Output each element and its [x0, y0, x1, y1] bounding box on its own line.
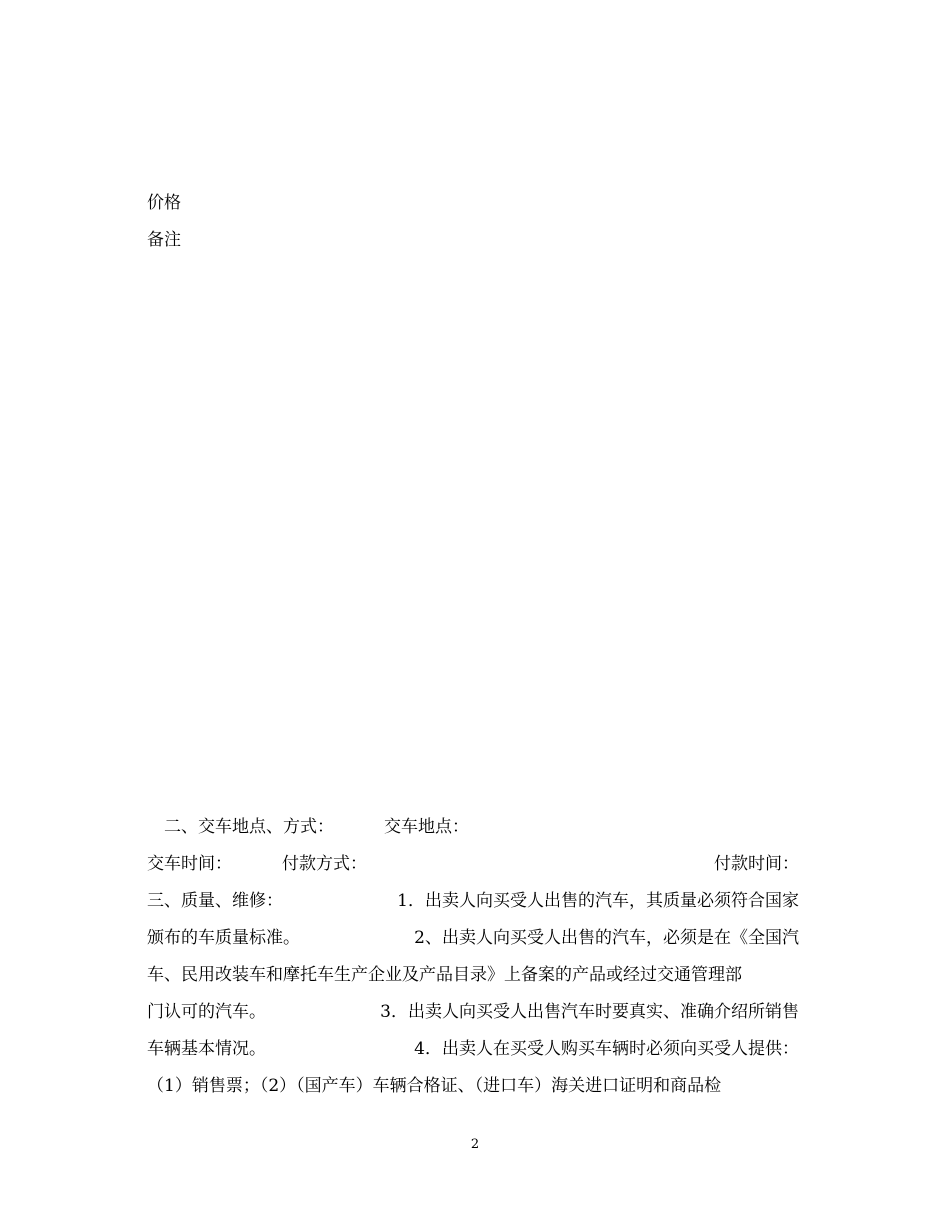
delivery-time-line [147, 846, 799, 883]
page-number: 2 [470, 1137, 480, 1152]
delivery-place-label: 交车地点： [384, 817, 469, 837]
remark-label: 备注 [147, 230, 181, 250]
delivery-time-label: 交车时间： [147, 854, 232, 874]
quality-line-4 [147, 994, 799, 1031]
quality-clause-2a: 2、出卖人向买受人出售的汽车，必须是在《全国汽 [414, 928, 799, 948]
quality-line-5 [147, 1031, 799, 1068]
payment-method-label: 付款方式： [282, 854, 367, 874]
quality-clause-4b: （1）销售票；（2）（国产车）车辆合格证、（进口车）海关进口证明和商品检 [147, 1076, 722, 1096]
quality-line-1 [147, 883, 799, 920]
payment-time-label: 付款时间： [714, 854, 799, 874]
quality-line-3 [147, 957, 799, 994]
quality-clause-1b: 颁布的车质量标准。 [147, 928, 300, 948]
section3-heading: 三、质量、维修： [147, 891, 283, 911]
quality-clause-1a: 1．出卖人向买受人出售的汽车，其质量必须符合国家 [397, 891, 799, 911]
price-label: 价格 [147, 193, 181, 213]
quality-clause-3b: 车辆基本情况。 [147, 1039, 266, 1059]
quality-clause-2c: 门认可的汽车。 [147, 1002, 266, 1022]
quality-clause-2b: 车、民用改装车和摩托车生产企业及产品目录》上备案的产品或经过交通管理部 [147, 965, 742, 985]
quality-clause-4a: 4．出卖人在买受人购买车辆时必须向买受人提供： [414, 1039, 799, 1059]
section2-heading: 二、交车地点、方式： [164, 817, 334, 837]
quality-clause-3a: 3．出卖人向买受人出售汽车时要真实、准确介绍所销售 [380, 1002, 799, 1022]
delivery-heading-line [147, 809, 799, 846]
quality-line-6 [147, 1068, 799, 1105]
quality-line-2 [147, 920, 799, 957]
contract-body [147, 809, 799, 1105]
